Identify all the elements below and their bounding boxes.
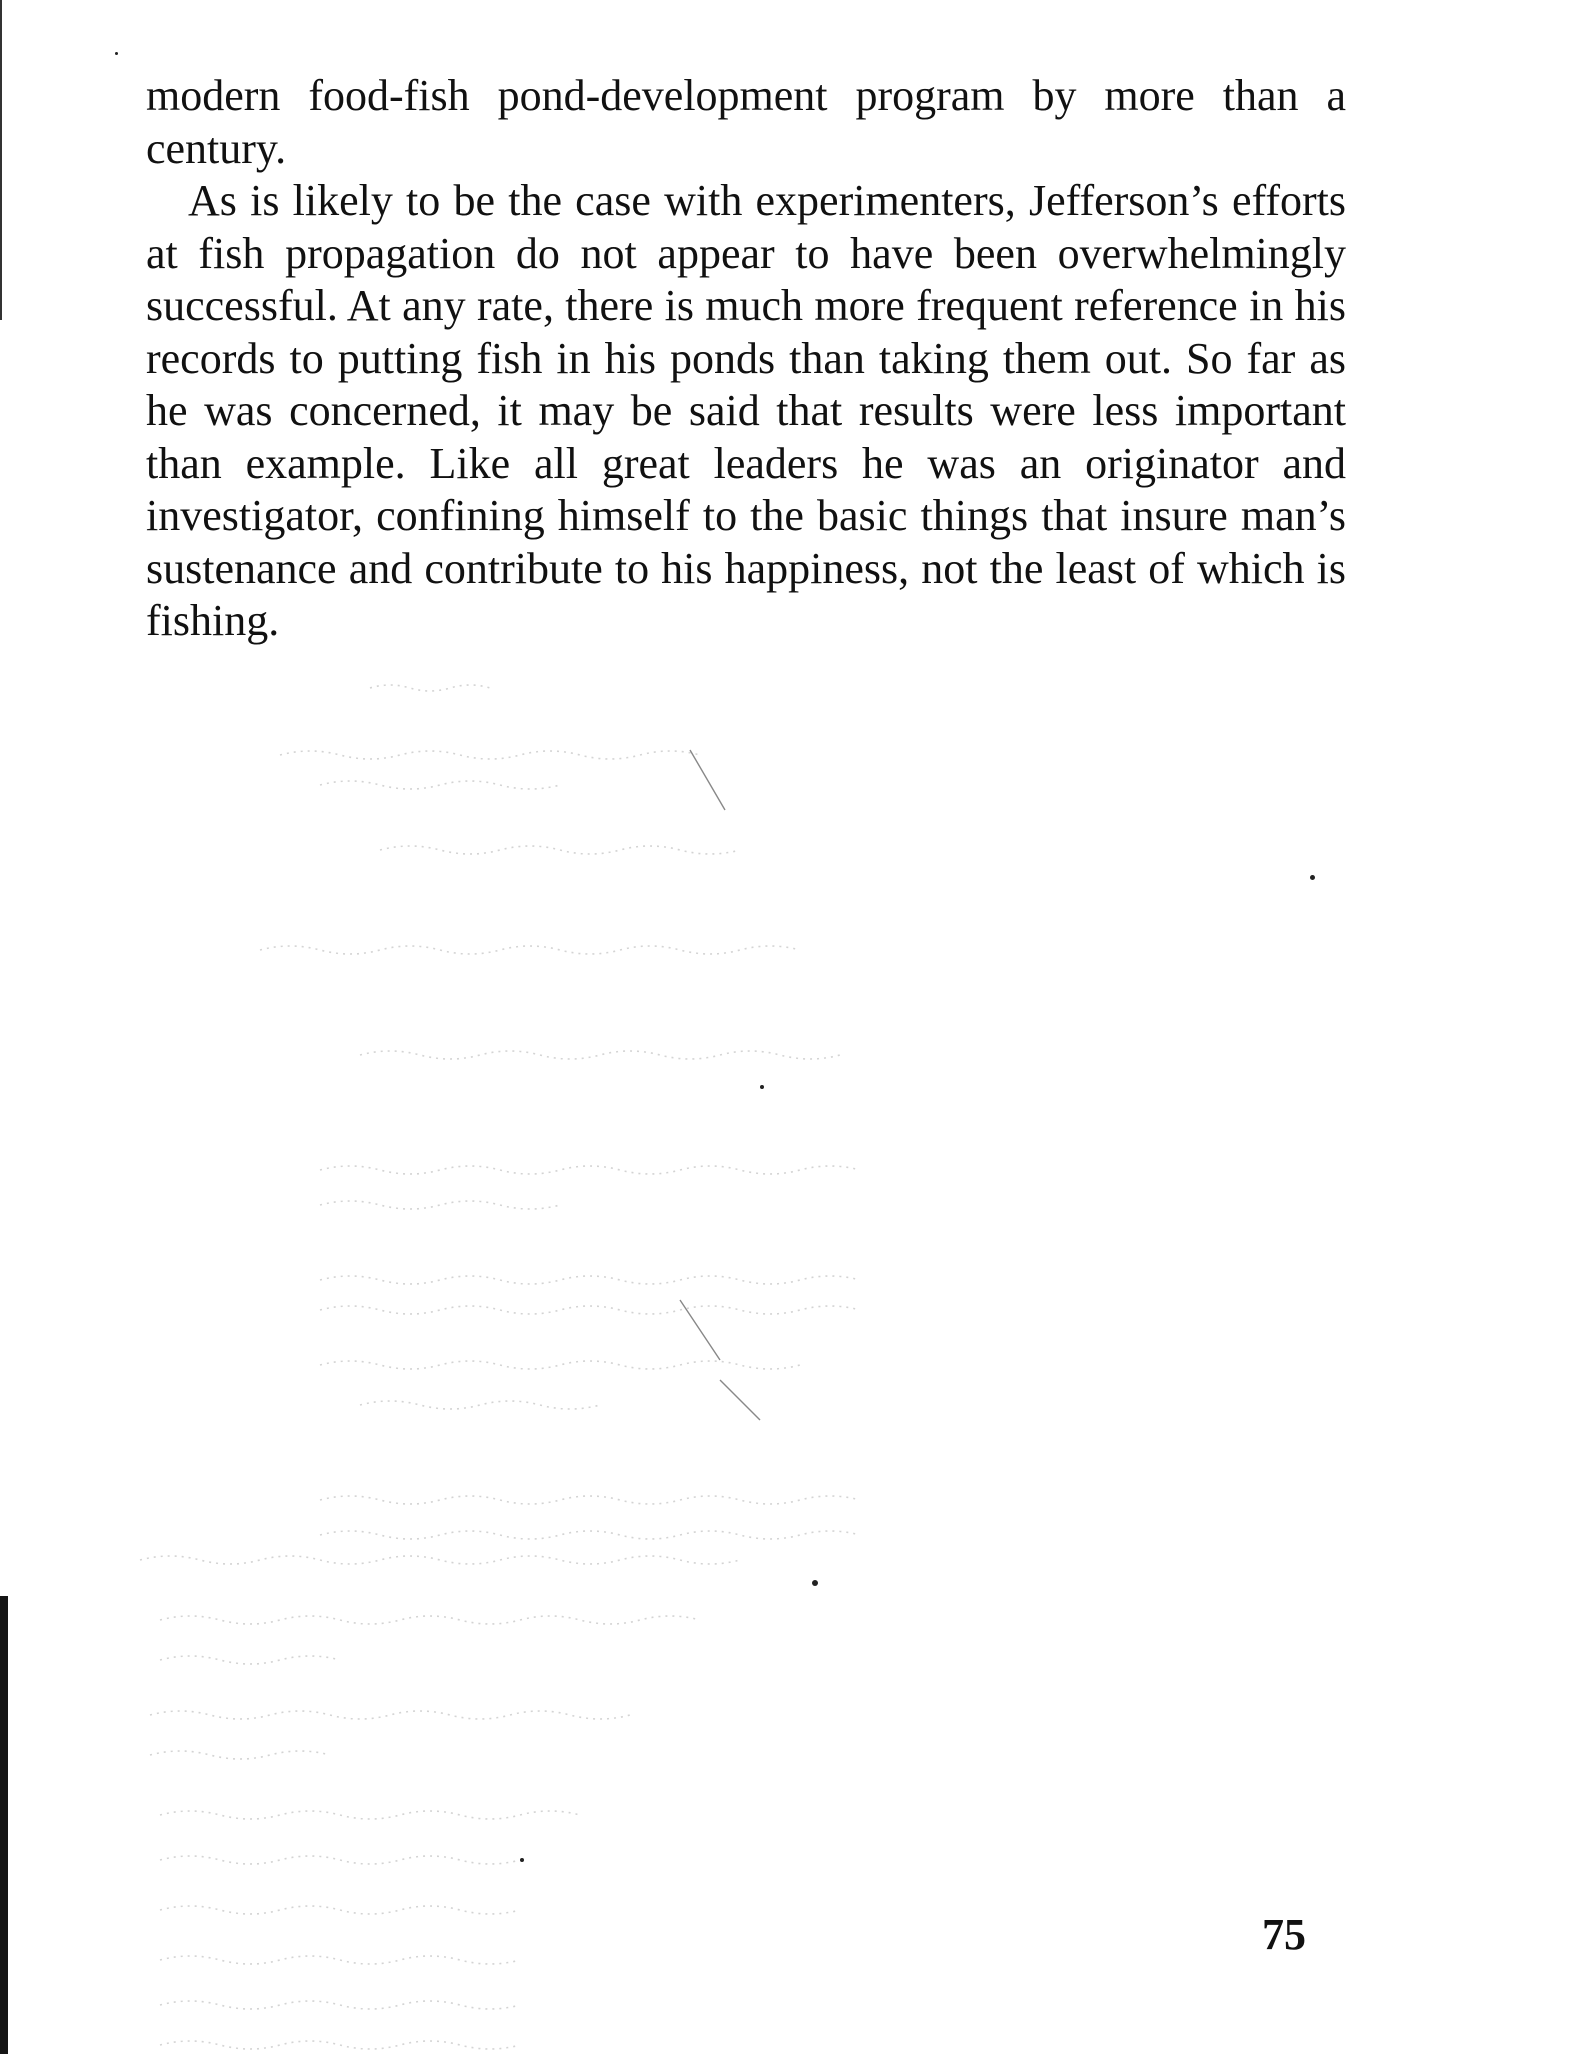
speck (812, 1580, 818, 1586)
paragraph-jefferson-fish: As is likely to be the case with experimenters, Jefferson’s efforts at fish propagation do not appear to have been overwhelmingly successful. At any rate, there is much more frequent reference in his records to putting fish in his ponds than taking them out. So far as he was concerned, it may be said that results were less important than example. Like all great leaders he was an originator and investigator, confining himself to the basic things that insure man’s sustenance and contribute to his happiness, not the least of which is fishing. (146, 176, 1346, 645)
page-number: 75 (1262, 1910, 1306, 1959)
binding-shadow-bottom (0, 1596, 8, 2054)
binding-shadow-top (0, 0, 2, 320)
body-text (146, 70, 1346, 648)
speck (115, 52, 118, 55)
speck (760, 1085, 764, 1089)
speck (1310, 875, 1315, 880)
show-through-handwriting (120, 660, 1080, 2054)
speck (520, 1858, 524, 1862)
paragraph-continuation: modern food-fish pond-development program by more than a century. (146, 71, 1346, 173)
